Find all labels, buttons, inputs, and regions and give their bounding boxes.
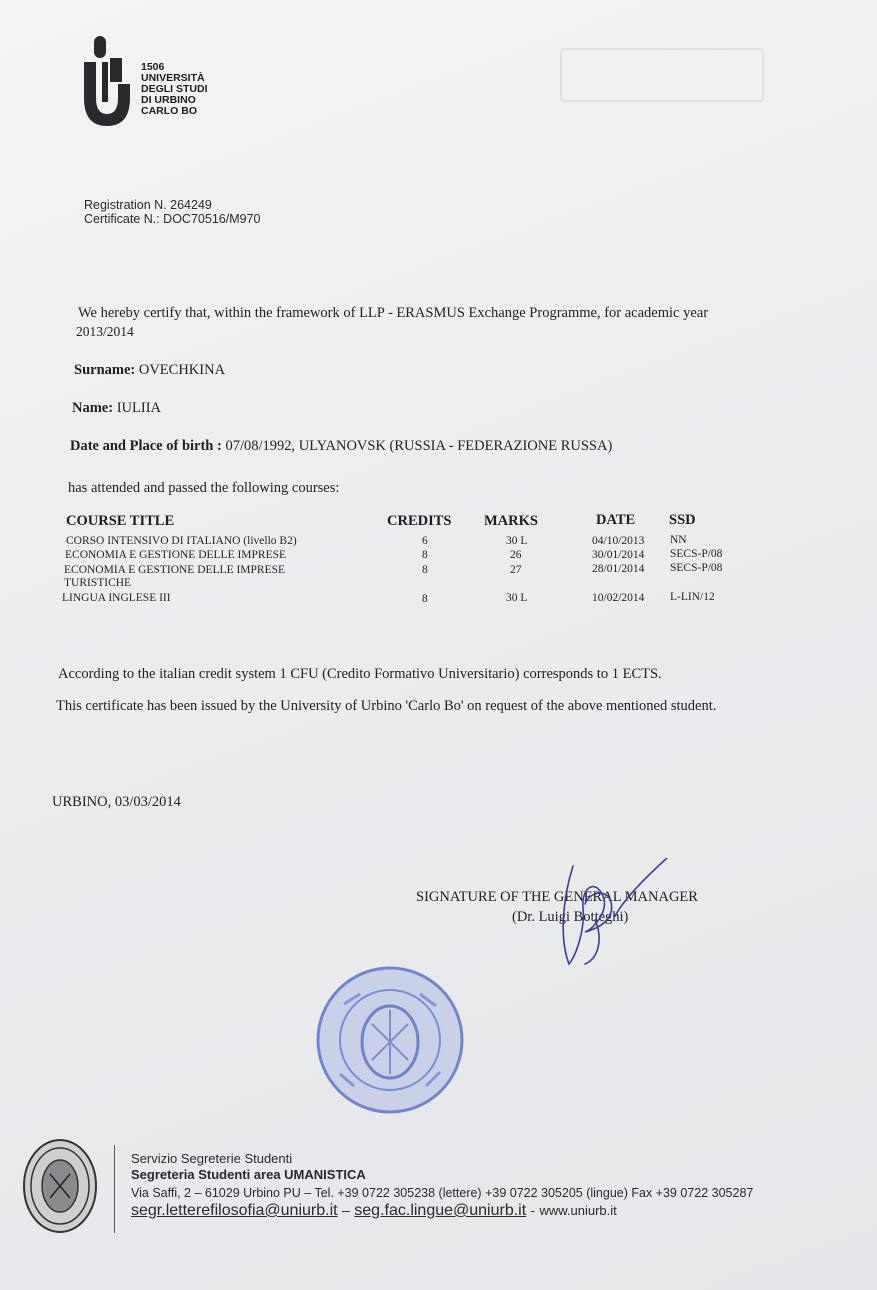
course-title-continued: TURISTICHE [64, 577, 132, 589]
name-label: Name: [72, 400, 114, 416]
footer-divider [114, 1145, 115, 1233]
intro-line-1: We hereby certify that, within the framework of LLP - ERASMUS Exchange Programme, for academic year [78, 305, 709, 321]
certificate-number: Certificate N.: DOC70516/M970 [84, 212, 261, 226]
course-marks: 27 [510, 564, 522, 576]
handwritten-signature-icon [555, 858, 675, 970]
surname-label: Surname: [74, 362, 136, 378]
course-date: 10/02/2014 [592, 592, 645, 604]
course-ssd: L-LIN/12 [670, 591, 715, 603]
course-ssd: SECS-P/08 [670, 562, 723, 574]
course-title: ECONOMIA E GESTIONE DELLE IMPRESE [64, 564, 286, 576]
course-date: 30/01/2014 [592, 549, 645, 561]
university-logo-icon [82, 36, 132, 128]
course-title: CORSO INTENSIVO DI ITALIANO (livello B2) [66, 535, 297, 547]
course-credits: 6 [422, 535, 428, 547]
course-marks: 30 L [506, 535, 528, 547]
name-value: IULIIA [116, 400, 161, 416]
course-title: LINGUA INGLESE III [62, 592, 171, 604]
university-stamp-icon [314, 964, 466, 1116]
university-name [141, 62, 208, 117]
university-name-line-3: DI URBINO [141, 94, 196, 106]
watermark-seal [560, 48, 764, 102]
course-credits: 8 [422, 564, 428, 576]
header-credits: CREDITS [387, 513, 452, 529]
header-ssd: SSD [669, 512, 696, 528]
course-date: 04/10/2013 [592, 535, 645, 547]
course-title: ECONOMIA E GESTIONE DELLE IMPRESE [65, 549, 287, 561]
university-name-line-4: CARLO BO [141, 105, 197, 117]
course-marks: 30 L [506, 592, 528, 604]
courses-intro: has attended and passed the following courses: [68, 480, 340, 496]
course-ssd: SECS-P/08 [670, 548, 723, 560]
name-row [72, 400, 161, 417]
course-marks: 26 [510, 549, 522, 561]
course-credits: 8 [422, 549, 428, 561]
header-date: DATE [596, 512, 636, 528]
birth-row [70, 438, 612, 455]
header-marks: MARKS [484, 513, 538, 529]
course-credits: 8 [422, 593, 428, 605]
surname-row [74, 362, 225, 379]
course-ssd: NN [670, 534, 687, 546]
credit-system-note: According to the italian credit system 1 CFU (Credito Formativo Universitario) corresponds to 1 ECTS. [58, 666, 662, 682]
footer-contacts [131, 1202, 617, 1220]
birth-label: Date and Place of birth : [70, 438, 222, 454]
issued-by-note: This certificate has been issued by the University of Urbino 'Carlo Bo' on request of the above mentioned student. [56, 698, 717, 714]
university-year: 1506 [141, 61, 165, 73]
course-date: 28/01/2014 [592, 563, 645, 575]
email-link-lettere[interactable]: segr.letterefilosofia@uniurb.it [131, 1202, 338, 1219]
university-name-line-1: UNIVERSITÀ [141, 72, 205, 84]
university-name-line-2: DEGLI STUDI [141, 83, 208, 95]
footer-seal-icon [22, 1138, 98, 1234]
footer-office: Segreteria Studenti area UMANISTICA [131, 1167, 366, 1182]
place-date: URBINO, 03/03/2014 [52, 794, 181, 810]
signature-person: (Dr. Luigi Botteghi) [512, 909, 629, 925]
surname-value: OVECHKINA [138, 362, 226, 378]
footer-separator: - [530, 1203, 535, 1218]
footer-separator: – [342, 1202, 350, 1218]
birth-value: 07/08/1992, ULYANOVSK (RUSSIA - FEDERAZIONE RUSSA) [225, 438, 613, 454]
website-link[interactable]: www.uniurb.it [539, 1203, 617, 1218]
intro-line-2: 2013/2014 [76, 324, 134, 339]
header-course-title: COURSE TITLE [66, 513, 175, 529]
registration-block [84, 198, 260, 226]
email-link-lingue[interactable]: seg.fac.lingue@uniurb.it [354, 1202, 527, 1219]
registration-number: Registration N. 264249 [84, 198, 212, 212]
footer-service: Servizio Segreterie Studenti [131, 1151, 293, 1166]
footer-address: Via Saffi, 2 – 61029 Urbino PU – Tel. +39 0722 305238 (lettere) +39 0722 305205 (lingue) Fax +39 0722 305287 [131, 1186, 754, 1200]
signature-title: SIGNATURE OF THE GENERAL MANAGER [416, 889, 698, 905]
